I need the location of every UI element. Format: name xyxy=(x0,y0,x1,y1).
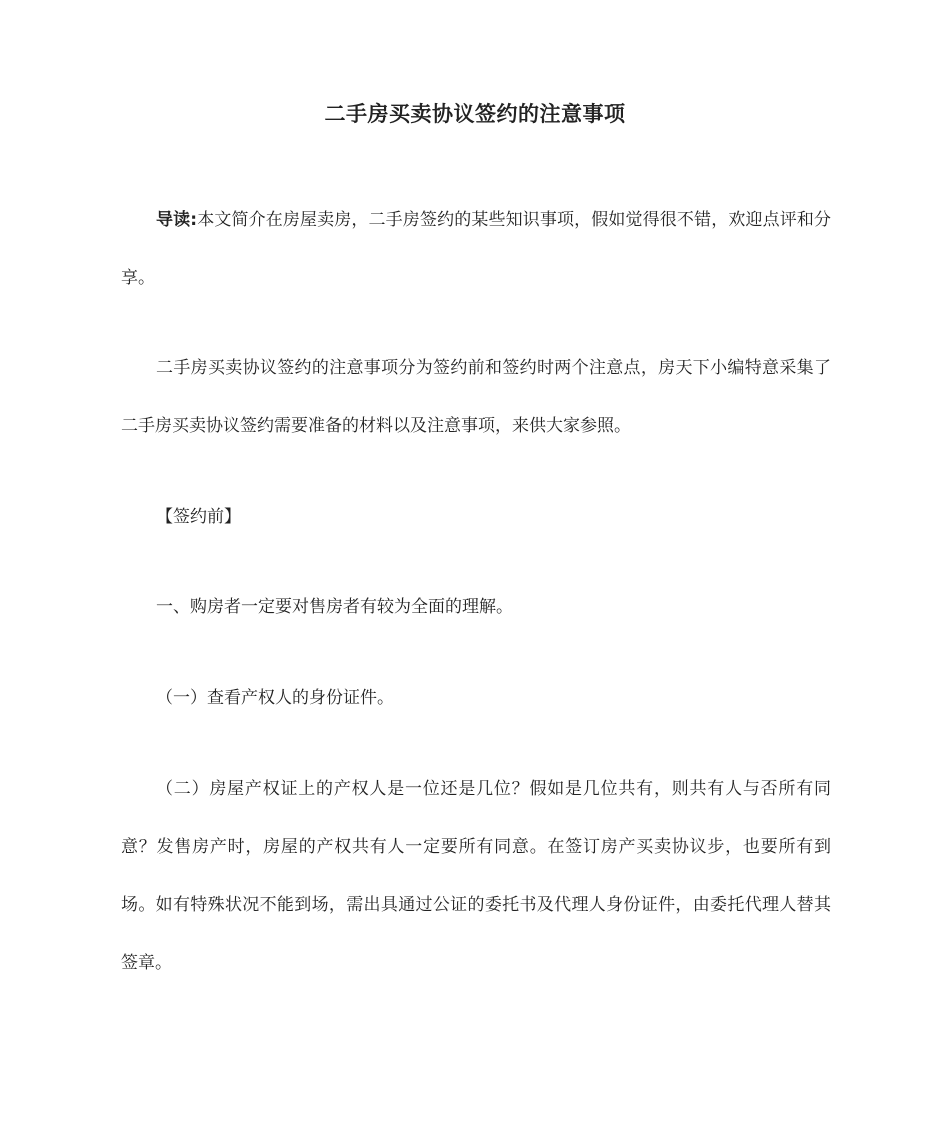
body-paragraph: 二手房买卖协议签约的注意事项分为签约前和签约时两个注意点，房天下小编特意采集了二手房买卖协议签约需要准备的材料以及注意事项，来供大家参照。 xyxy=(121,358,831,436)
body-paragraph: （一）查看产权人的身份证件。 xyxy=(156,688,394,708)
intro-text: 本文简介在房屋卖房，二手房签约的某些知识事项，假如觉得很不错，欢迎点评和分享。 xyxy=(121,210,831,288)
intro-paragraph xyxy=(121,191,831,307)
intro-label: 导读: xyxy=(156,210,198,230)
body-paragraph: （二）房屋产权证上的产权人是一位还是几位？假如是几位共有，则共有人与否所有同意？发售房产时，房屋的产权共有人一定要所有同意。在签订房产买卖协议步，也要所有到场。如有特殊状况不能到场，需出具通过公证的委托书及代理人身份证件，由委托代理人替其签章。 xyxy=(121,779,831,973)
document-title: 二手房买卖协议签约的注意事项 xyxy=(324,102,626,126)
body-paragraph: 一、购房者一定要对售房者有较为全面的理解。 xyxy=(156,597,513,617)
section-heading: 【签约前】 xyxy=(156,507,241,527)
